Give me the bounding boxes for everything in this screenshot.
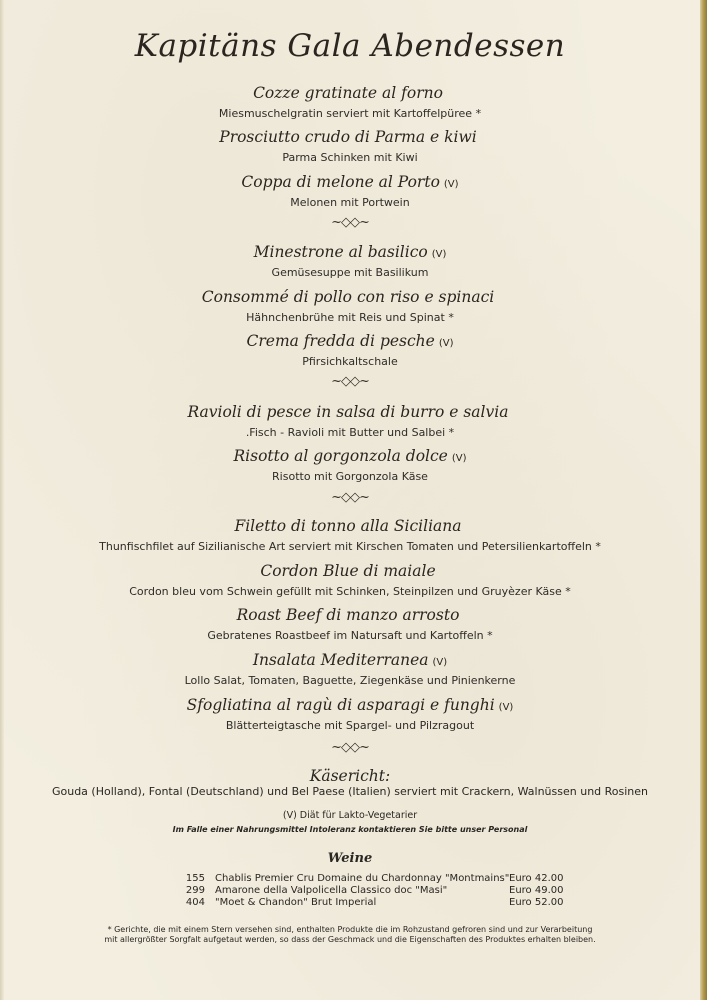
wine-row xyxy=(183,885,573,897)
dish-name: Ravioli di pesce in salsa di burro e salvia xyxy=(187,403,509,421)
dish-description: Lollo Salat, Tomaten, Baguette, Ziegenkäse und Pinienkerne xyxy=(184,674,516,687)
dish-description: Risotto mit Gorgonzola Käse xyxy=(272,470,428,483)
dish-name: Cozze gratinate al forno xyxy=(253,84,443,102)
dish-description: Gemüsesuppe mit Basilikum xyxy=(271,266,429,279)
wine-name: Chablis Premier Cru Domaine du Chardonnay "Montmains" xyxy=(215,873,510,884)
dish-description: Thunfischfilet auf Sizilianische Art serviert mit Kirschen Tomaten und Petersilienkartoffeln * xyxy=(99,540,601,553)
dish-description: Melonen mit Portwein xyxy=(290,196,410,209)
wine-number: 404 xyxy=(185,897,205,908)
dish-name: Minestrone al basilico (V) xyxy=(253,243,447,261)
wine-name: "Moet & Chandon" Brut Imperial xyxy=(215,897,377,908)
wine-row xyxy=(183,897,573,909)
dish-description: Parma Schinken mit Kiwi xyxy=(282,151,418,164)
cheese-heading: Käsericht: xyxy=(309,767,391,785)
dish-description: Miesmuschelgratin serviert mit Kartoffelpüree * xyxy=(218,107,482,120)
dish-name: Insalata Mediterranea (V) xyxy=(252,651,448,669)
menu-item xyxy=(0,287,700,325)
wine-price: Euro 52.00 xyxy=(509,897,564,908)
dish-description: Cordon bleu vom Schwein gefüllt mit Schinken, Steinpilzen und Gruyèzer Käse * xyxy=(129,585,571,598)
dish-description: Pfirsichkaltschale xyxy=(302,355,398,368)
dish-name: Cordon Blue di maiale xyxy=(260,562,436,580)
dish-description: Gebratenes Roastbeef im Natursaft und Kartoffeln * xyxy=(207,629,493,642)
wine-list xyxy=(183,873,573,909)
wine-name: Amarone della Valpolicella Classico doc "Masi" xyxy=(215,885,448,896)
dish-description: Hähnchenbrühe mit Reis und Spinat * xyxy=(246,311,454,324)
dish-name: Consommé di pollo con riso e spinaci xyxy=(201,288,495,306)
dish-name: Sfogliatina al ragù di asparagi e funghi (V) xyxy=(186,696,514,714)
intolerance-note: Im Falle einer Nahrungsmittel Intoleranz kontaktieren Sie bitte unser Personal xyxy=(172,825,528,834)
vegetarian-note: (V) Diät für Lakto-Vegetarier xyxy=(282,810,418,821)
ornament-divider: ~◇◇~ xyxy=(331,374,369,389)
menu-item xyxy=(0,83,700,121)
wine-number: 155 xyxy=(185,873,205,884)
menu-item xyxy=(0,516,700,554)
dish-description: Blätterteigtasche mit Spargel- und Pilzragout xyxy=(225,719,475,732)
menu-item xyxy=(0,695,700,733)
wine-number: 299 xyxy=(185,885,205,896)
cheese-description: Gouda (Holland), Fontal (Deutschland) und Bel Paese (Italien) serviert mit Crackern, Walnüssen und Rosinen xyxy=(51,785,649,798)
dish-name: Filetto di tonno alla Siciliana xyxy=(234,517,462,535)
menu-item xyxy=(0,605,700,643)
wine-heading: Weine xyxy=(327,851,373,866)
footnote: * Gerichte, die mit einem Stern versehen sind, enthalten Produkte die im Rohzustand gefroren sind und zur Verarbeitung mit allergrößter Sorgfalt aufgetaut werden, so dass der Geschmack und die Eigenschaften des Produktes erhalten bleiben. xyxy=(104,925,596,944)
ornament-divider: ~◇◇~ xyxy=(331,490,369,505)
menu-item xyxy=(0,331,700,369)
menu-item xyxy=(0,402,700,440)
paper-gold-border xyxy=(700,0,707,1000)
dish-description: .Fisch - Ravioli mit Butter und Salbei * xyxy=(245,426,455,439)
menu-item xyxy=(0,242,700,280)
menu-title: Kapitäns Gala Abendessen xyxy=(134,28,566,64)
menu-item xyxy=(0,446,700,484)
dish-name: Coppa di melone al Porto (V) xyxy=(241,173,459,191)
menu-item xyxy=(0,172,700,210)
dish-name: Risotto al gorgonzola dolce (V) xyxy=(233,447,467,465)
ornament-divider: ~◇◇~ xyxy=(331,740,369,755)
wine-price: Euro 42.00 xyxy=(509,873,564,884)
wine-price: Euro 49.00 xyxy=(509,885,564,896)
menu-item xyxy=(0,127,700,165)
ornament-divider: ~◇◇~ xyxy=(331,215,369,230)
dish-name: Prosciutto crudo di Parma e kiwi xyxy=(219,128,477,146)
dish-name: Roast Beef di manzo arrosto xyxy=(236,606,460,624)
menu-item xyxy=(0,650,700,688)
dish-name: Crema fredda di pesche (V) xyxy=(246,332,454,350)
menu-item xyxy=(0,561,700,599)
wine-row xyxy=(183,873,573,885)
